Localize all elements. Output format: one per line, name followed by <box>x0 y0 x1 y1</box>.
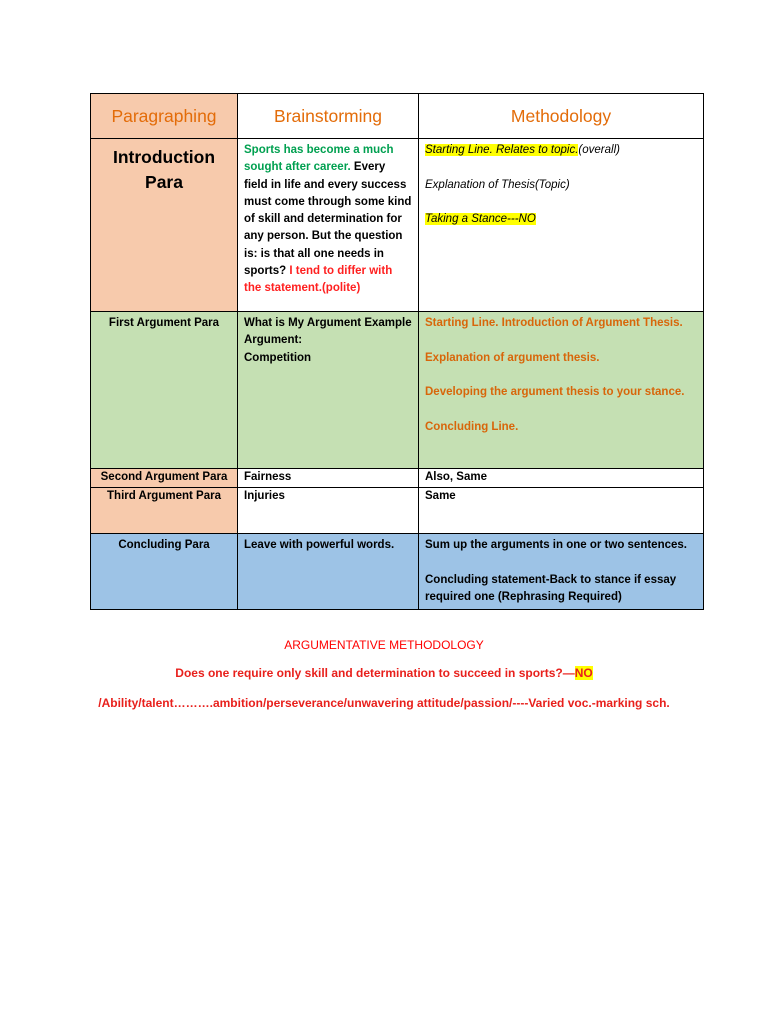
first-arg-method-4: Concluding Line. <box>425 420 519 433</box>
intro-brain-green: Sports has become a much sought after career. <box>244 144 394 174</box>
concluding-brain: Leave with powerful words. <box>238 534 419 610</box>
footer-vocabulary: /Ability/talent……….ambition/perseverance/unwavering attitude/passion/----Varied voc.-marking sch. <box>98 696 670 710</box>
intro-brainstorming-cell <box>238 139 419 312</box>
concluding-method-1: Sum up the arguments in one or two sentences. <box>425 539 687 551</box>
intro-method-explanation: Explanation of Thesis(Topic) <box>425 178 570 191</box>
first-arg-method-1: Starting Line. Introduction of Argument Thesis. <box>425 317 683 329</box>
second-arg-method: Also, Same <box>419 469 704 488</box>
intro-label: Introduction Para <box>112 147 216 192</box>
third-arg-label: Third Argument Para <box>91 488 238 534</box>
first-arg-brainstorming-cell <box>238 312 419 469</box>
table-row-first-argument <box>91 312 704 469</box>
table-row-concluding <box>91 534 704 610</box>
concluding-methodology-cell <box>419 534 704 610</box>
second-arg-label: Second Argument Para <box>91 469 238 488</box>
concluding-label: Concluding Para <box>91 534 238 610</box>
first-arg-brain: What is My Argument Example Argument: <box>244 317 412 347</box>
header-methodology: Methodology <box>419 94 704 139</box>
table-row-second-argument <box>91 469 704 488</box>
first-arg-method-2: Explanation of argument thesis. <box>425 351 600 364</box>
second-arg-brain: Fairness <box>238 469 419 488</box>
intro-methodology-cell <box>419 139 704 312</box>
table-row-third-argument <box>91 488 704 534</box>
first-arg-brain-competition: Competition <box>244 351 312 364</box>
table-row-introduction <box>91 139 704 312</box>
footer-question <box>0 665 768 681</box>
intro-method-overall: (overall) <box>578 144 620 156</box>
methodology-table <box>90 93 704 610</box>
table-header-row <box>91 94 704 139</box>
footer-question-text: Does one require only skill and determination to succeed in sports?— <box>175 666 575 680</box>
footer-answer-no: NO <box>574 666 593 680</box>
third-arg-method: Same <box>419 488 704 534</box>
header-paragraphing: Paragraphing <box>91 94 238 139</box>
first-arg-methodology-cell <box>419 312 704 469</box>
footer-heading: ARGUMENTATIVE METHODOLOGY <box>284 638 484 652</box>
intro-brain-black: Every field in life and every success must come through some kind of skill and determination for any person. But the question is: is that all one needs in sports? <box>244 161 412 278</box>
first-arg-method-3: Developing the argument thesis to your stance. <box>425 386 685 399</box>
concluding-method-2: Concluding statement-Back to stance if essay required one (Rephrasing Required) <box>425 573 677 603</box>
third-arg-brain: Injuries <box>238 488 419 534</box>
intro-brain-red: I tend to differ with the statement.(polite) <box>244 265 393 295</box>
intro-label-cell <box>91 139 238 312</box>
intro-method-starting-line: Starting Line. Relates to topic. <box>425 144 579 156</box>
header-brainstorming: Brainstorming <box>238 94 419 139</box>
intro-method-stance: Taking a Stance---NO <box>425 213 536 226</box>
first-arg-label: First Argument Para <box>91 312 238 469</box>
